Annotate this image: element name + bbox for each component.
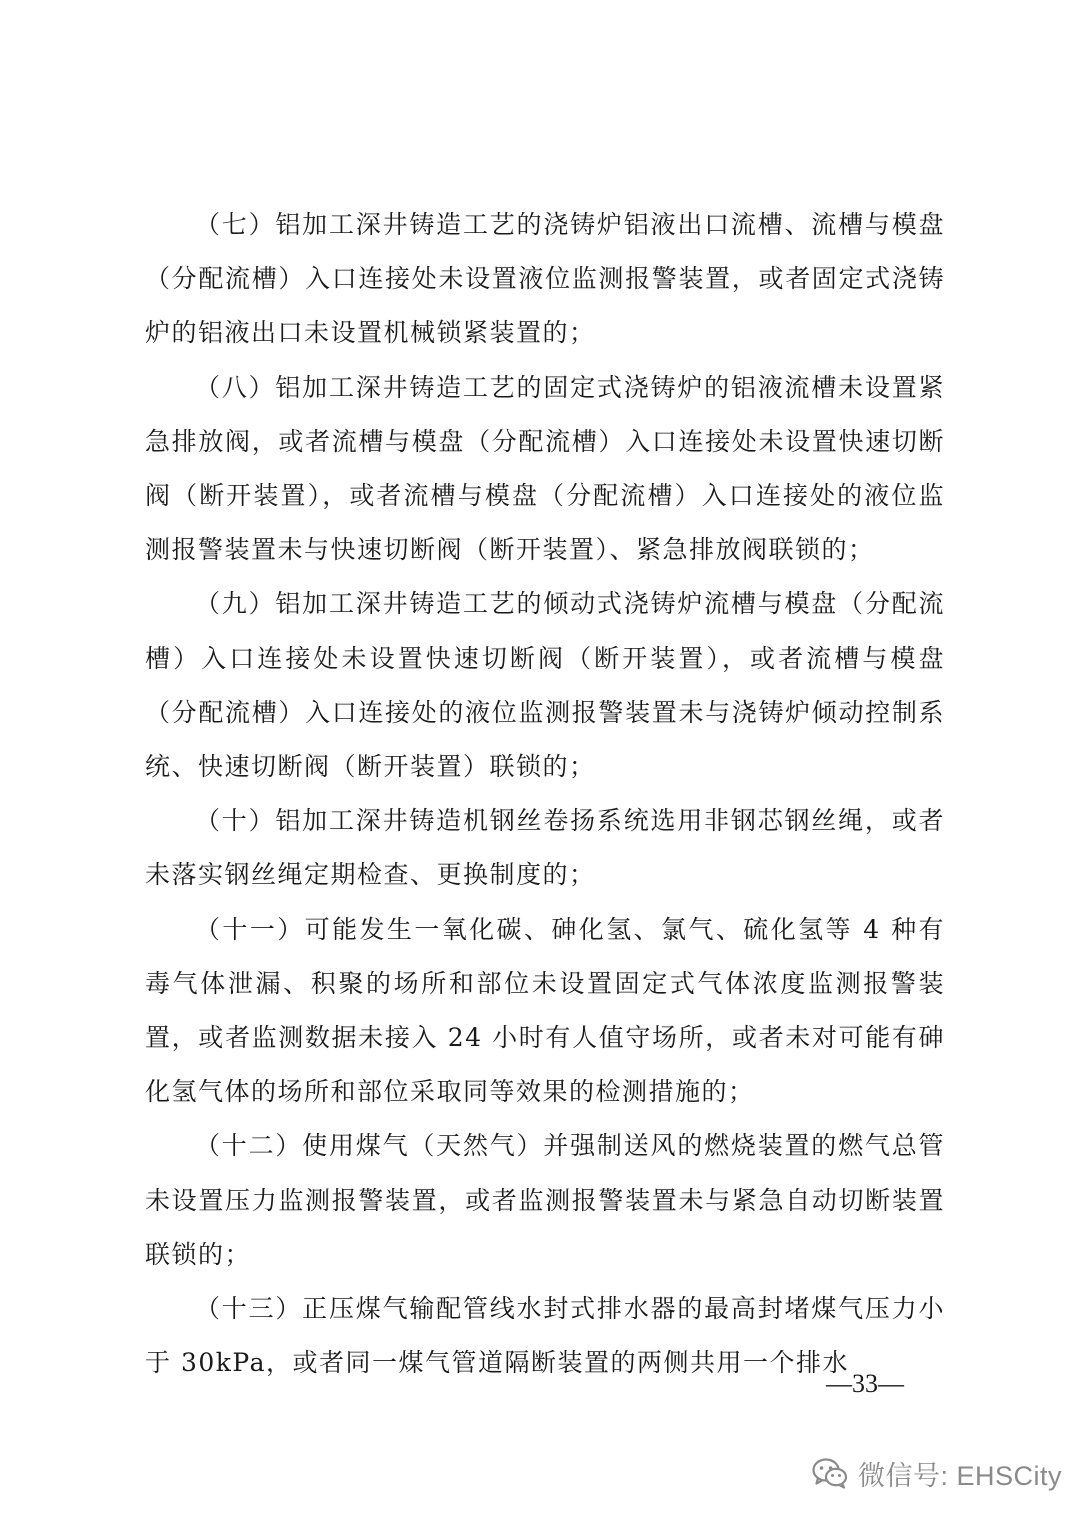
paragraph-item-8: （八）铝加工深井铸造工艺的固定式浇铸炉的铝液流槽未设置紧急排放阀，或者流槽与模盘（分配流槽）入口连接处未设置快速切断阀（断开装置），或者流槽与模盘（分配流槽）入口连接处的液位监测报警装置未与快速切断阀（断开装置）、紧急排放阀联锁的； — [145, 372, 945, 565]
wechat-icon — [812, 1457, 848, 1489]
paragraph-item-13: （十三）正压煤气输配管线水封式排水器的最高封堵煤气压力小于 30kPa，或者同一煤气管道隔断装置的两侧共用一个排水 — [145, 1294, 945, 1378]
paragraph-item-12: （十二）使用煤气（天然气）并强制送风的燃烧装置的燃气总管未设置压力监测报警装置，或者监测报警装置未与紧急自动切断装置联锁的； — [145, 1131, 945, 1269]
paragraph-item-11: （十一）可能发生一氧化碳、砷化氢、氯气、硫化氢等 4 种有毒气体泄漏、积聚的场所和部位未设置固定式气体浓度监测报警装置，或者监测数据未接入 24 小时有人值守场所，或者未对可能有砷化氢气体的场所和部位采取同等效果的检测措施的； — [145, 914, 945, 1107]
watermark-text: 微信号: EHSCity — [858, 1460, 1063, 1491]
paragraph-item-10: （十）铝加工深井铸造机钢丝卷扬系统选用非钢芯钢丝绳，或者未落实钢丝绳定期检查、更换制度的； — [145, 806, 945, 890]
wechat-watermark — [812, 1453, 1062, 1493]
paragraph-item-7: （七）铝加工深井铸造工艺的浇铸炉铝液出口流槽、流槽与模盘（分配流槽）入口连接处未设置液位监测报警装置，或者固定式浇铸炉的铝液出口未设置机械锁紧装置的； — [145, 210, 945, 348]
page-number: —33— — [826, 1369, 904, 1398]
paragraph-item-9: （九）铝加工深井铸造工艺的倾动式浇铸炉流槽与模盘（分配流槽）入口连接处未设置快速切断阀（断开装置），或者流槽与模盘（分配流槽）入口连接处的液位监测报警装置未与浇铸炉倾动控制系统、快速切断阀（断开装置）联锁的； — [145, 589, 945, 782]
document-body — [145, 198, 945, 1390]
